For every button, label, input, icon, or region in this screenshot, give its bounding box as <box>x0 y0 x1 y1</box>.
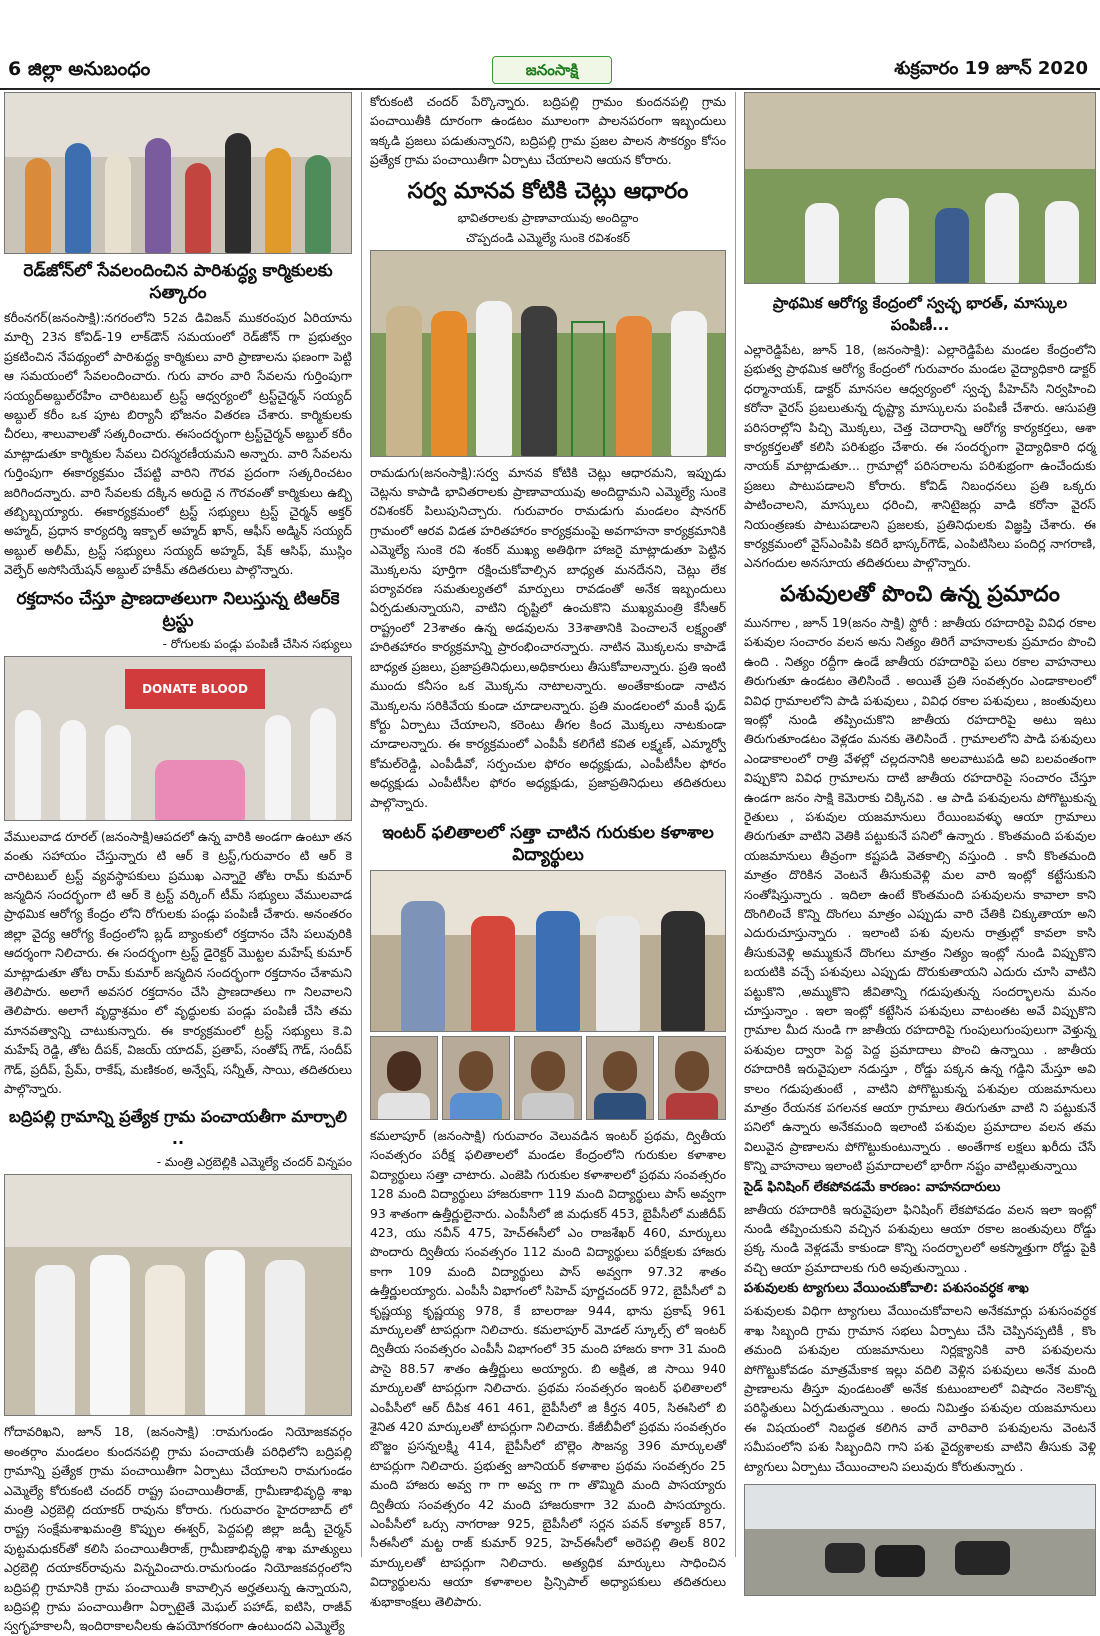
student-portrait <box>514 1036 582 1120</box>
story3-headline: బద్రిపల్లి గ్రామాన్ని ప్రత్యేక గ్రామ పంచాయతీగా మార్చాలి .. <box>9 1107 347 1149</box>
newspaper-logo: జనంసాక్షి <box>492 56 612 84</box>
student-portrait <box>442 1036 510 1120</box>
story7-body-3: పశువులకు విధిగా ట్యాగులు వేయించుకోవాలని అనేకమార్లు పశుసంవర్ధక శాఖ సిబ్బంది గ్రామ గ్రామాన సభలు ఏర్పాటు చేసి చెప్పినప్పటికీ , కొం తమంది పశువుల యజమానులు నిర్లక్ష్యానికి వారి పశువులను పోగొట్టుకోవడం మాత్రమేకాక ఇల్లు వదిలి వెళ్లిన పశువులు అనేక మంది ప్రాణాలను తీస్తూ వుండటంతో అనేక కుటుంబాలలో విషాదం నెలకొన్న పరిస్థితులు ఏర్పడుతున్నాయి . అందు నిమిత్తం పశువుల యజమానులు ఈ విషయంలో నిబద్ధత కలిగిన వారే వారివారి పశువులను వెంటనే సమీపంలోని పశు సిబ్బందిని గాని పశు వైద్యశాలకు వాటిని తీసుకు వెళ్లి ట్యాగులు ఏర్పాటు చేయించాలని పలువురు కోరుతున్నారు . <box>744 1303 1096 1474</box>
story7-headline: పశువులతో పొంచి ఉన్న ప్రమాదం <box>780 581 1060 607</box>
story3-subheading: - మంత్రి ఎర్రబెల్లికి ఎమ్మెల్యే చందర్ విన్నపం <box>156 1155 352 1170</box>
story7-subheading-2: పశువులకు ట్యాగులు వేయించుకోవాలి: పశుసంవర్ధక శాఖ <box>744 1281 1029 1297</box>
donate-blood-banner: DONATE BLOOD <box>125 669 265 709</box>
student-portrait <box>586 1036 654 1120</box>
story7-subheading-1: సైడ్ ఫినిషింగ్ లేకపోవడమే కారణం: వాహనదారులు <box>744 1179 1001 1195</box>
masthead <box>0 0 1100 90</box>
column-divider <box>735 92 736 1557</box>
story4-subheading-1: భావితరాలకు ప్రాణావాయువు అందిద్దాం <box>457 210 639 225</box>
story2-subheading: - రోగులకు పండ్లు పంపిణీ చేసిన సభ్యులు <box>162 636 352 651</box>
column-divider <box>361 92 362 1557</box>
blood-donation-photo <box>4 656 352 821</box>
story4-body: రామడుగు(జనంసాక్షి):సర్వ మానవ కోటికి చెట్లు ఆధారమని, ఇప్పుడు చెట్లను కాపాడి భావితరాలకు ప్రాణావాయువు అందిద్దామని ఎమ్మెల్యే సుంకె రవిశంకర్ పిలుపునిచ్చారు. గురువారం రామడుగు మండలం షానగర్ గ్రామంలో ఆరవ విడత హరితహారం కార్యక్రమంపై అవగాహనా కార్యక్రమానికి ఎమ్మెల్యే సుంకె రవి శంకర్ ముఖ్య అతిథిగా హాజరై మాట్లాడుతూ పెట్టిన మొక్కలను పూర్తిగా రక్షించుకోవాల్సిన బాధ్యత మనదేనని, చెట్లు లేక పర్యావరణ సమతుల్యతలో మార్పులు రావడంతో అనేక ఇబ్బందులు ఏర్పడుతున్నాయని, వాటిని దృష్టిలో ఉంచుకొని ముఖ్యమంత్రి కేసీఆర్ రాష్ట్రంలో 23శాతం ఉన్న అడవులను 33శాతానికి పెంచాలనే లక్ష్యంతో హరితహారం కార్యక్రమాన్ని ప్రారంభించారన్నారు. నాటిన మొక్కలను కాపాడే బాధ్యత ప్రజలు, ప్రజాప్రతినిధులు,అధికారులు తీసుకోవాలన్నారు. ప్రతి ఇంటి ముందు కనీసం ఒక మొక్కను నాటాలన్నారు. అంతేకాకుండా నాటిన మొక్కలను సరికివేయ కుండా చూడాలన్నారు. ప్రతి మండలంలో మంకీ ఫుడ్ కోర్టు ఏర్పాటు చేయాలని, కరెంటు తీగల కింద మొక్కలు నాటకుండా చూడాలన్నారు. ఈ కార్యక్రమంలో ఎంపీపీ కలిగేటి కవిత లక్ష్మణ్, ఎమ్మార్వో కోమల్‌రెడ్డి, ఎంపీడీవో, సర్పంచుల ఫోరం అధ్యక్షుడు, ఎంపీటీసీల ఫోరం అధ్యక్షుడు ఎంపీటీసీల ఫోరం అధ్యక్షుడు, ప్రజాప్రతినిధులు తదితరులు పాల్గొన్నారు. <box>370 464 726 810</box>
story3-body: గోదావరిఖని, జూన్ 18, (జనంసాక్షి) :రామగుండం నియోజకవర్గం అంతర్గాం మండలం కుందనపల్లి గ్రామ పంచాయతీ పరిధిలోని బద్రిపల్లి గ్రామాన్ని ప్రత్యేక గ్రామ పంచాయితీగా ఏర్పాటు చేయాలని రామగుండం ఎమ్మెల్యే కోరుకంటి చందర్ రాష్ట్ర పంచాయితీరాజ్, గ్రామీణాభివృద్ధి శాఖ మంత్రి ఎర్రబెల్లి దయాకర్ రావును కోరారు. గురువారం హైదరాబాద్ లో రాష్ట్ర సంక్షేమశాఖమంత్రి కొప్పుల ఈశ్వర్, పెద్దపల్లి జిల్లా జడ్పీ చైర్మన్ పుట్టమధుకర్‌తో కలిసి పంచాయితీరాజ్, గ్రామీణాభివృద్ధి శాఖ మాత్యులు ఎర్రబెల్లి దయాకర్‌రావును విన్నవించారు.రామగుండం నియోజకవర్గంలోని బద్రిపల్లి గ్రామానికి గ్రామ పంచాయితీ కావాల్సిన అర్హతలున్న ఉన్నాయని, బద్రిపల్లి గ్రామ పంచాయితీగా ఏర్పాటైతే మెఘల్ పహాడ్, ఐటిసి, రాజీవ్ స్వగృహకాలనీ, ఇందిరాకాలనీలకు ఉపయోగకరంగా ఉంటుందని ఎమ్మెల్యే <box>4 1424 352 1634</box>
story5-body: కమలాపూర్ (జనంసాక్షి) గురువారం వెలువడిన ఇంటర్ ప్రథమ, ద్వితీయ సంవత్సరం పరీక్ష ఫలితాలలో మండల కేంద్రంలోని గురుకుల కళాశాల విద్యార్థులు సత్తా చాటారు. ఎంజెపి గురుకుల కళాశాలలో ప్రథమ సంవత్సరం 128 మంది విద్యార్థులు హాజరుకాగా 119 మంది విద్యార్థులు పాస్ అవ్వగా 93 శాతంగా ఉత్తీర్ణులైనారు. ఎంపీసీలో జి మధుకర్ 453, బైపీసీలో మజీదీప్ 423, యు నవీన్ 475, హెచ్ఈసీలో ఎం రాజశేఖర్ 460, మార్కులు పొందారు ద్వితీయ సంవత్సరం 112 మంది విద్యార్థులు పరీక్షలకు హాజరు కాగా 109 మంది విద్యార్థులు పాస్ అవ్వగా 97.32 శాతం ఉత్తీర్ణులయ్యారు. ఎంపీసీ విభాగంలో సిహెచ్ పూర్ణచందర్ 972, బైపీసీలో వి కృష్ణయ్య కృష్ణయ్య 978, కే బాలరాజు 944, భాను ప్రకాష్ 961 మార్కులతో టాపర్లుగా నిలిచారు. కమలాపూర్ మోడల్ స్కూల్స్ లో ఇంటర్ ద్వితీయ సంవత్సరం ఎంపీసీ విభాగంలో 35 మంది హాజరు కాగా 31 మంది పాసై 88.57 శాతం ఉత్తీర్ణులు అయ్యారు. బి అక్షిత, జి సాయి 940 మార్కులతో టాపర్లుగా నిలిచారు. ప్రథమ సంవత్సరం ఇంటర్ ఫలితాలలో ఎంపీసీలో ఆర్ దీపిక 461 461, బైపీసీలో జి కీర్తన 405, సిఈసిలో బి శైనిత 420 మార్కులతో టాపర్లుగా నిలిచారు. కేజీబీవీలో ప్రథమ సంవత్సరం బొజ్జం ప్రసన్నలక్ష్మి 414, బైపీసీలో బొల్లెం సౌజన్య 396 మార్కులతో టాపర్లుగా నిలిచారు. ప్రభుత్వ జూనియర్ కళాశాల ప్రథమ సంవత్సరం 25 మంది హాజరు అవ్వ గా గా అవ్వ గా గా తొమ్మిది మంది పాసయ్యారు ద్వితీయ సంవత్సరం 42 మంది హాజరుకాగా 32 మంది పాసయ్యారు. ఎంపీసీలో ఒర్సు నాగరాజు 925, బైపీసీలో సర్లన పవన్ కళ్యాణ్ 857, సీఈసీలో మట్ట రాజ్ కుమార్ 925, హెచ్ఈసీలో అరెపల్లి తిలక్ 802 మార్కులతో టాపర్లుగా నిలిచారు. అత్యధిక మార్కులు సాధించిన విద్యార్థులను ఆయా కళాశాలల ప్రిన్సిపాల్ అధ్యాపకులు తదితరులు శుభాకాంక్షలు తెలిపారు. <box>370 1127 726 1609</box>
story1-headline: రెడ్‌జోన్‌లో సేవలందించిన పారిశుద్ధ్య కార్మికులకు సత్కారం <box>23 261 333 303</box>
story6-headline: ప్రాథమిక ఆరోగ్య కేంద్రంలో స్వచ్ఛ భారత్, మాస్కుల పంపిణీ... <box>772 294 1068 334</box>
story2-headline: రక్తదానం చేస్తూ ప్రాణదాతలుగా నిలుస్తున్న టిఆర్‌కె ట్రస్టు <box>16 588 340 631</box>
story4-subheading-2: చొప్పదండి ఎమ్మెల్యే సుంకె రవిశంకర్ <box>466 230 630 245</box>
story3-continued-body: కోరుకంటి చందర్ పేర్కొన్నారు. బద్రిపల్లి గ్రామం కుందనపల్లి గ్రామ పంచాయితీకి దూరంగా ఉండటం మూలంగా పాలనపరంగా ఇబ్బందులు ఇక్కడి ప్రజలు పడుతున్నారని, బద్రిపల్లి గ్రామ ప్రజల పాలన సౌకర్యం కోసం ప్రత్యేక గ్రామ పంచాయితీగా ఏర్పాటు చేయాలని ఆయన కోరారు. <box>370 94 726 168</box>
story7-body: మునగాల , జూన్ 19(జనం సాక్షి) స్టోరీ : జాతీయ రహదారిపై వివిధ రకాల పశువుల సంచారం వలన అను నిత్యం తిరిగే వాహనాలకు ప్రమాదం పొంచి ఉంది . నిత్యం రద్దీగా ఉండే జాతీయ రహదారిపై పలు రకాల వాహనాలు తిరుగుతూ ఉండటం తెలిసిందే . అయితే ప్రతి సంవత్సరం ఎండాకాలంలో వివిధ గ్రామాలలోని పాడి పశువులు , వివిధ రకాల పశువులు , జంతువులు ఇంట్లో నుండి తప్పించుకొని జాతీయ రహదారిపై అటు ఇటు తిరుగుతూండటం వెళ్లడం మనకు తెలిసిందే . గ్రామాలలోని పాడి పశువులు ఎండాకాలంలో రాత్రి వేళల్లో చల్లదనానికి అలవాటుపడి అవి బలవంతంగా విప్పుకొని వివిధ గ్రామాలను దాటి జాతీయ రహదారిపై సంచారం చేస్తూ ఉండగా జనం సాక్షి కెమెరాకు చిక్కినవి . ఆ పాడి పశువులను పోగొట్టుకున్న రైతులు , పశువుల యజమానులు రేయింబవళ్ళు ఆయా గ్రామాలు తిరుగుతూ వాటిని వెతికి పట్టుకునే పనిలో ఉన్నారు . కొంతమంది పశువుల యజమానులు తీవ్రంగా కష్టపడి వెతకాల్సి వస్తుంది . కానీ కొంతమంది మాత్రం దొరికిన వెంటనే తీసుకువెళ్లి మల వారి ఇంట్లో కట్టేసుకుని సంతోషిస్తున్నారు . ఇదిలా ఉంటే కొంతమంది పశువులను కావాలా కాని దొంగిలించే కొన్ని దొంగలు మాత్రం ఎప్పుడు వారి చేతికి చిక్కుతాయా అని ఎదురుచూస్తున్నారు . ఇలాంటి పశు వులను రాత్రుల్లో కావలా కాసి తీసుకువెళ్లి అమ్ముకునే దొంగలు మాత్రం నిత్యం ఇంట్లో నుండి విప్పుకొని బయటికి వచ్చే పశువులు ఎప్పుడు దొరుకుతాయని ఎదురు చూసి వాటిని పట్టుకొని ,అమ్ముకొని జీవితాన్ని గడుపుతున్న సందర్భాలను మనం చూస్తున్నాం . ఇలా ఇంట్లో కట్టేసిన పశువులు వాటంతట అవే విప్పుకొని గ్రామాల మీద నుండి గా జాతీయ రహదారిపై గుంపులుగుంపులుగా వెళ్తున్న పశువుల ద్వారా పెద్ద పెద్ద ప్రమాదాలు పొంచి ఉన్నాయి . జాతీయ రహదారికి ఇరువైపులా నడుస్తూ , రోడ్డు పక్కన ఉన్న గడ్డిని మేస్తూ అవి కాలం గడుపుతుంటే , వాటిని పోగొట్టుకున్న పశువుల యజమానులు మాత్రం రేయనక పగలనక ఆయా గ్రామాలు తిరుగుతూ వాటి ని పట్టుకునే పనిలో ఉన్నారు అనేకమంది ఇలాంటి పశువుల ప్రమాదాల వలన తమ విలువైన ప్రాణాలను పోగొట్టుకుంటున్నారు . అంతేగాక లక్షలు ఖరీదు చేసే కొన్ని వాహనాలు ఇలాంటి ప్రమాదాలలో భారీగా నష్టం వాటిల్లుతున్నాయి <box>744 614 1096 1174</box>
minister-meeting-photo <box>4 1174 352 1416</box>
issue-date: శుక్రవారం 19 జూన్ 2020 <box>894 58 1088 79</box>
sanitation-workers-photo <box>4 92 352 254</box>
student-portrait <box>658 1036 726 1120</box>
story6-body: ఎల్లారెడ్డిపేట, జూన్ 18, (జనంసాక్షి): ఎల్లారెడ్డిపేట మండల కేంద్రంలోని ప్రభుత్వ ప్రాథమిక ఆరోగ్య కేంద్రంలో గురువారం మండల వైద్యాధికారి డాక్టర్ ధర్మానాయక్, డాక్టర్ మానసల ఆధ్వర్యంలో స్వచ్ఛ పీహెచ్‌సి నిర్వహించి కరోనా వైరస్ ప్రబలుతున్న దృష్ట్యా మాస్కులను పంపిణీ చేశారు. ఆసుపత్రి పరిసరాల్లోని పిచ్చి మొక్కలు, చెత్త చెదారాన్ని ఆరోగ్య కార్యకర్తలు, ఆశా కార్యకర్తలతో కలిసి పరిశుభ్రం చేశారు. ఈ సందర్భంగా వైద్యాధికారి ధర్మ నాయక్ మాట్లాడుతూ... గ్రామాల్లో పరిసరాలను పరిశుభ్రంగా ఉంచేందుకు ప్రజలు పాటుపడాలని కోరారు. కోవిడ్ నిబంధనలు ప్రతి ఒక్కరు పాటించాలని, మాస్కులు ధరించి, శానిటైజర్లు వాడి కరోనా వైరస్ నియంత్రణకు పాటుపడాలని ప్రజలకు, ప్రతినిధులకు విజ్ఞప్తి చేశారు. ఈ కార్యక్రమంలో వైస్ఎంపిపి కదిరే భాస్కర్‌గౌడ్, ఎంపిటిసిలు పందిర్ల నాగరాణి, ఎనగందుల అనసూయ తదితరులు పాల్గొన్నారు. <box>744 342 1096 571</box>
story5-headline: ఇంటర్ ఫలితాలలో సత్తా చాటిన గురుకుల కళాశాల విద్యార్థులు <box>382 822 714 865</box>
column-3 <box>744 92 1096 1596</box>
column-2 <box>370 92 726 1611</box>
story2-body: వేములవాడ రూరల్ (జనంసాక్షి)ఆపదలో ఉన్న వారికి అండగా ఉంటూ తన వంతు సహాయం చేస్తున్నారు టి ఆర్ కె ట్రస్ట్,గురువారం టి ఆర్ కె చారిటబుల్ ట్రస్ట్ వ్యవస్థాపకులు ప్రముఖ ఎన్నారై తోట రామ్ కుమార్ జన్మదిన సందర్భంగా టి ఆర్ కె ట్రస్ట్ వర్కింగ్ టీమ్ సభ్యులు వేములవాడ ప్రాథమిక ఆరోగ్య కేంద్రం లోని రోగులకు పండ్లు పంపిణీ చేశారు. అనంతరం జిల్లా వైద్య ఆరోగ్య కేంద్రంలోని బ్లడ్ బ్యాంకులో రక్తదానం చేసి పలువురికి ఆదర్శంగా నిలిచారు. ఈ సందర్భంగా ట్రస్ట్ డైరెక్టర్ మొట్టల మహేష్ కుమార్ మాట్లాడుతూ తోట రామ్ కుమార్ జన్మదిన సందర్భంగా రక్తదానం చేశామని తెలిపారు. అలాగే అవసర రక్తదానం చేసి ప్రాణదాతలు గా నిలవాలని తెలిపారు. అలాగే వృద్ధాశ్రమం లో వృద్ధులకు పండ్లు పంపిణీ చేసి తమ మానవత్వాన్ని చాటుకున్నారు. ఈ కార్యక్రమంలో ట్రస్ట్ సభ్యులు కె.వి మహేష్ రెడ్డి, తోట దీపక్, విజయ్ యాదవ్, ప్రతాప్, సంతోష్ గౌడ్, సందీప్ గౌడ్, ప్రదీప్, ప్రేమ్, రాకేష్, మణికంఠ, అన్వేష్, సన్నీత్, సాయి, తదితరులు పాల్గొన్నారు. <box>4 828 352 1096</box>
cattle-on-highway-photo <box>744 1484 1096 1596</box>
student-portraits <box>370 1036 726 1120</box>
story4-headline: సర్వ మానవ కోటికి చెట్లు ఆధారం <box>407 178 689 204</box>
page-number: 6 జిల్లా అనుబంధం <box>8 58 151 80</box>
story1-body: కరీంనగర్(జనంసాక్షి):నగరంలోని 52వ డివిజన్ ముకరంపుర ఏరియాను మార్చి 23న కోవిడ్-19 లాక్‌డౌన్ సమయంలో రెడ్‌జోన్ గా ప్రభుత్వం ప్రకటించిన నేపథ్యంలో పారిశుద్ధ్య కార్మికులు వారి ప్రాణాలను ఫణంగా పెట్టి ఆ సమయంలో సేవలందించారు. గురు వారం వారి సేవలను గుర్తింపుగా సయ్యద్‌అబ్దుల్‌రహీం చారిటబుల్ ట్రస్ట్ ఆధ్వర్యంలో ట్రస్ట్‌చైర్మన్ సయ్యద్ అబ్దుల్ కరీం ఒక పూట బిర్యానీ భోజనం వితరణ చేశారు. కార్మికులకు చీరలు, శాలువాలతో సత్కరించారు. ఈసందర్భంగా ట్రస్ట్‌చైర్మన్ అబ్దుల్ కరీం మాట్లాడుతూ కార్మికుల సేవలు చిరస్మరణీయమని అన్నారు. వారి సేవలను గుర్తింపుగా ఈకార్యక్రమం చేపట్టి వారిని గౌరవ ప్రదంగా సత్కరించటం జరిగిందన్నారు. వారి సేవలకు దక్కిన అరుదై న గౌరవంతో కార్మికులు ఉబ్బి తబ్బిబ్బయ్యారు. ఈకార్యక్రమంలో ట్రస్ట్ సభ్యులు ట్రస్ట్ చైర్మన్ అక్తర్ అహ్మద్, ప్రధాన కార్యదర్శి ఇక్బాల్ అహ్మద్ ఖాన్, ఆఫీస్ అడ్మిన్ సయ్యద్ అబ్దుల్ అలీమ్, ట్రస్ట్ సభ్యులు సయ్యద్ అహ్మద్, షేక్ ఆసిఫ్, ముస్లిం వెల్ఫేర్ అసోసియేషన్ అబ్దుల్ హకీమ్ తదితరులు పాల్గొన్నారు. <box>4 310 352 578</box>
tree-plantation-photo <box>370 250 726 457</box>
story7-body-2: జాతీయ రహదారికి ఇరువైపులా ఫినిషింగ్ లేకపోవడం వలన ఇలా ఇంట్లో నుండి తప్పించుకుని వచ్చిన పశువులు ఆయా రకాల జంతువులు రోడ్డు ప్రక్క నుండి వెళ్లడమే కాకుండా కొన్ని సందర్భాలలో అకస్మాత్తుగా రోడ్డు పైకి వచ్చి ఆయా ప్రమాదాలకు గురి అవుతున్నాయి . <box>744 1201 1096 1275</box>
students-group-photo <box>370 870 726 1032</box>
column-1 <box>4 92 352 1636</box>
student-portrait <box>370 1036 438 1120</box>
phc-cleaning-photo <box>744 92 1096 284</box>
